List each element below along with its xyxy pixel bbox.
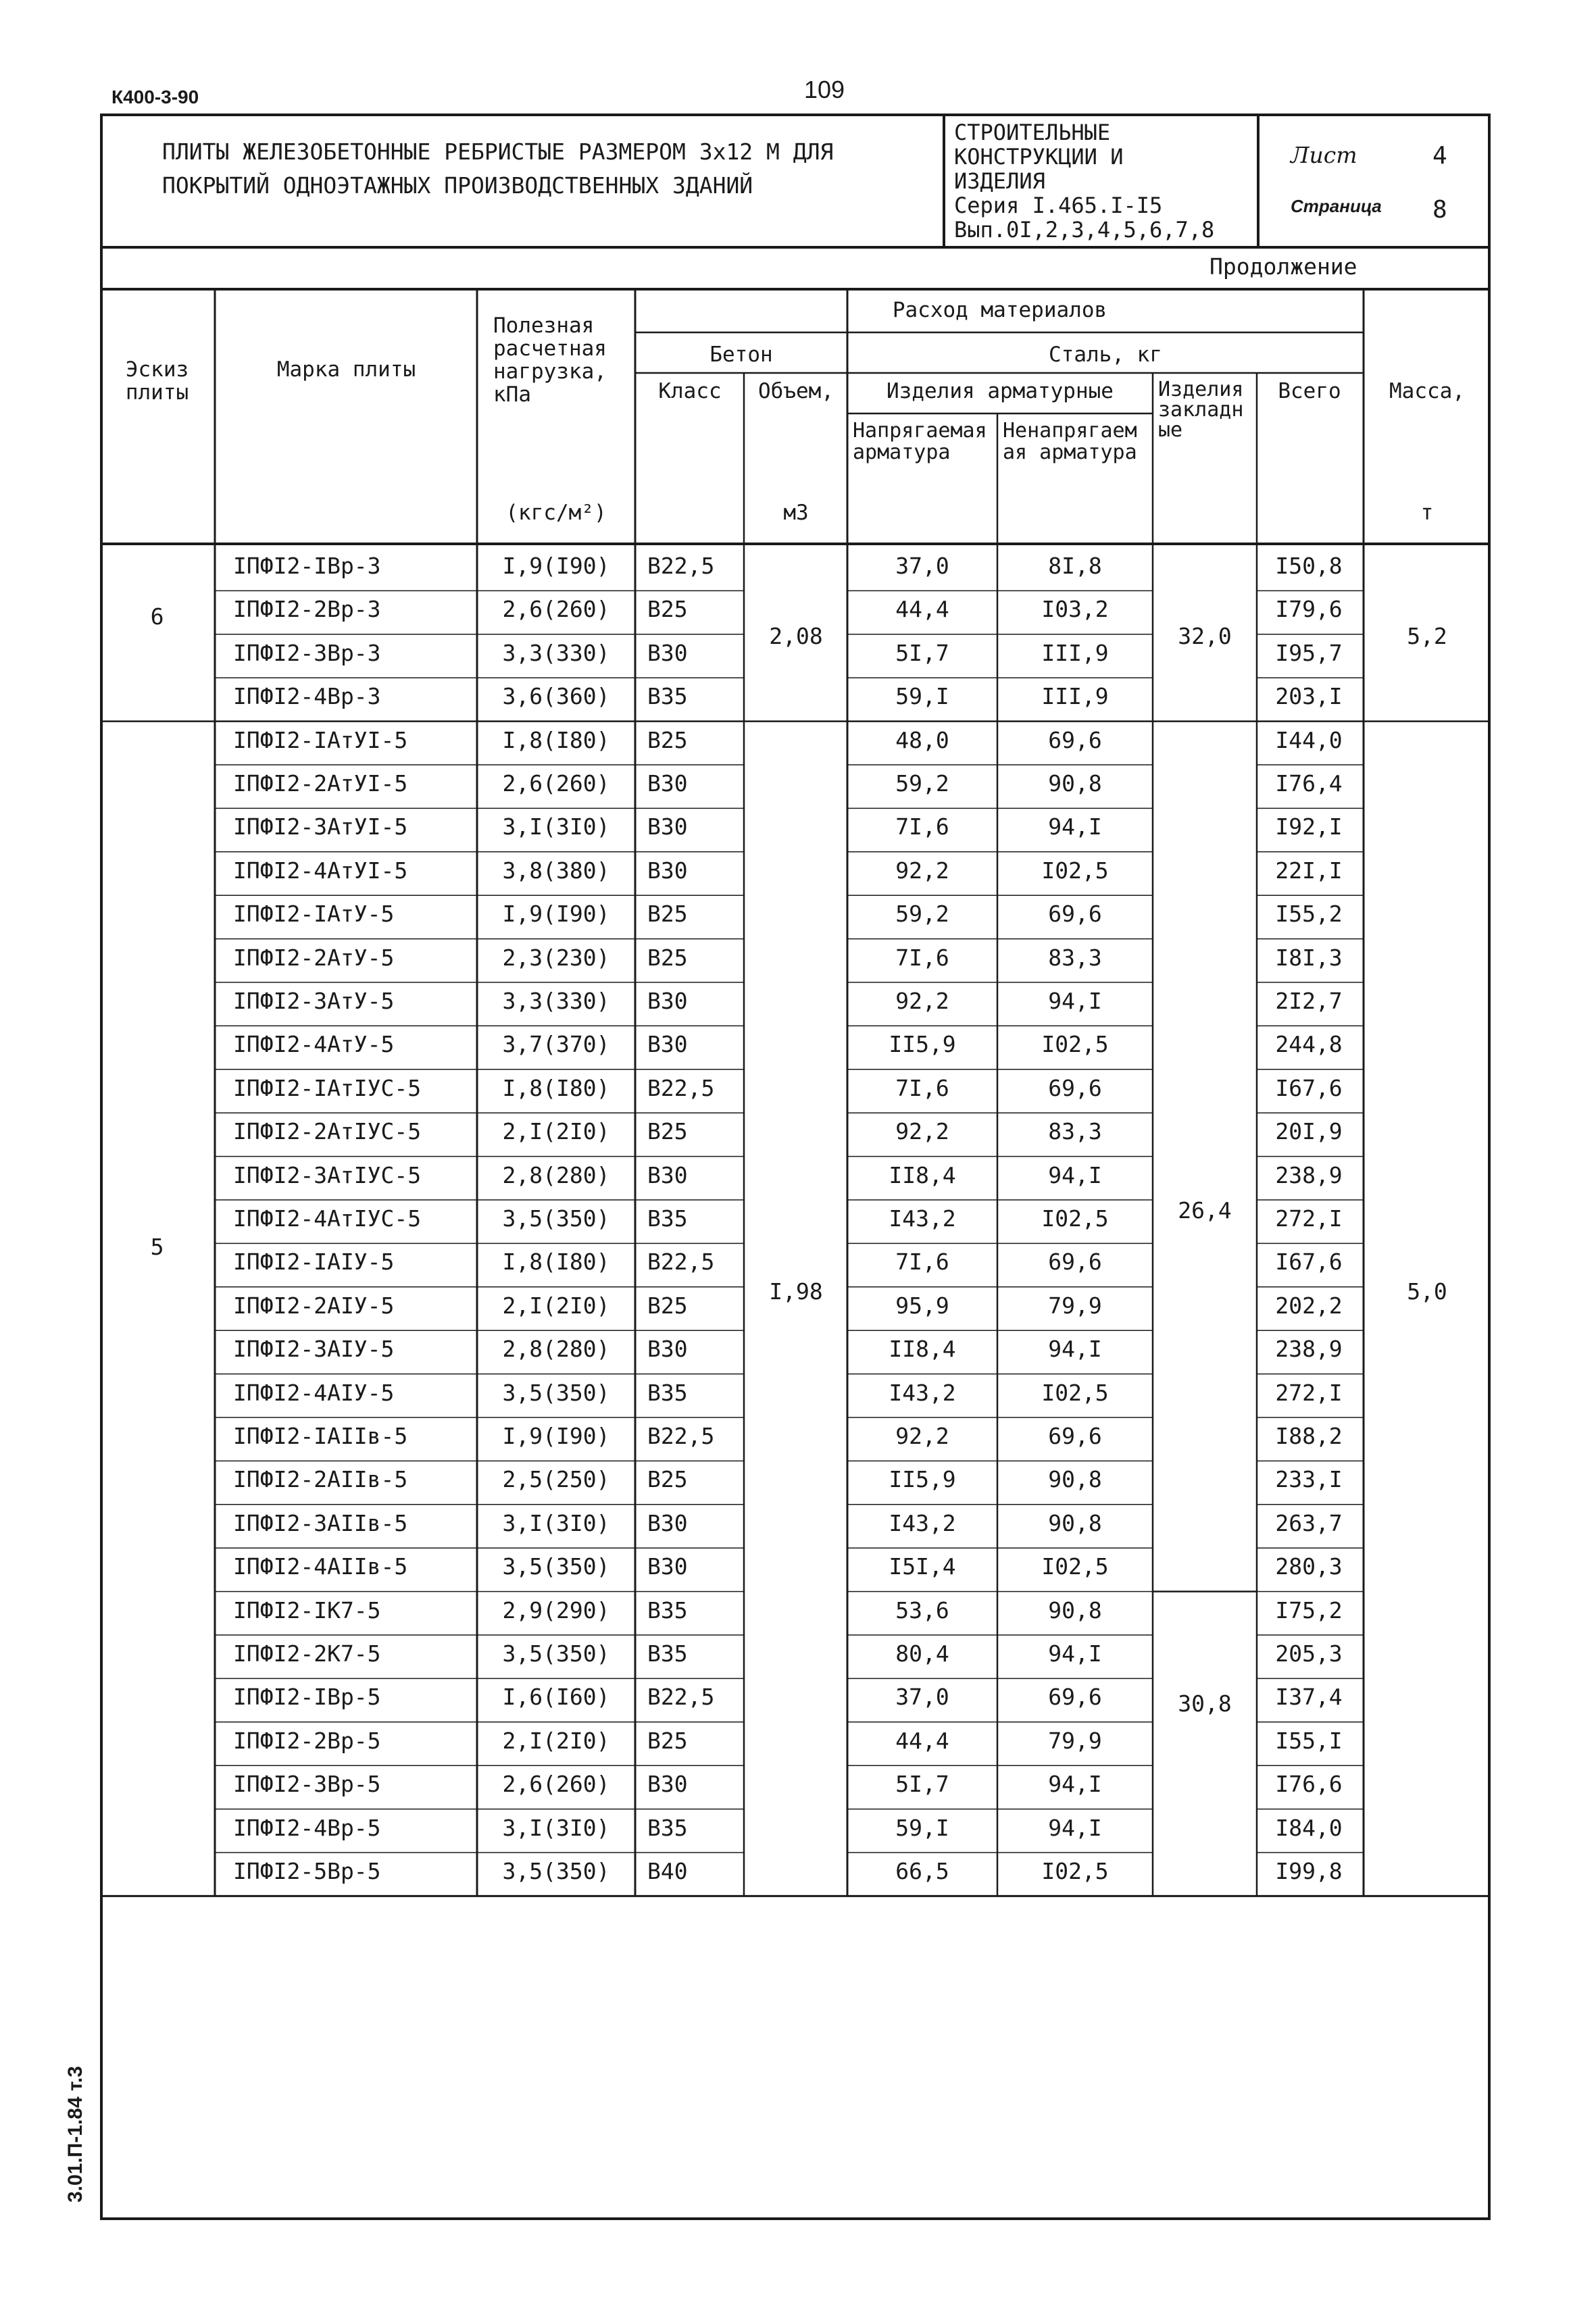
cell-total: I67,6 [1275, 1074, 1343, 1101]
cell-prestressed: 48,0 [895, 726, 949, 753]
cell-load: 2,6(260) [502, 1771, 610, 1798]
group-5-mass: 5,0 [1407, 1278, 1447, 1305]
cell-load: 2,9(290) [502, 1596, 610, 1624]
cell-prestressed: I5I,4 [889, 1553, 956, 1580]
head-mass: Масса, [1389, 379, 1465, 403]
side-code: 3.01.П-1.84 т.3 [64, 2065, 86, 2203]
cell-prestressed: II8,4 [889, 1336, 956, 1363]
cell-load: 3,I(3I0) [502, 813, 610, 840]
cell-non-prestressed: 79,9 [1048, 1292, 1102, 1319]
head-load [478, 314, 634, 406]
head-load-3: нагрузка, [493, 359, 607, 384]
cell-load: I,8(I80) [502, 1249, 610, 1276]
cell-brand: IПФI2-4АтIУС-5 [233, 1205, 422, 1232]
cell-non-prestressed: 8I,8 [1048, 553, 1102, 579]
cell-total: I75,2 [1275, 1596, 1343, 1624]
cell-non-prestressed: 69,6 [1048, 901, 1102, 928]
cell-brand: IПФI2-3АтУ-5 [233, 988, 395, 1014]
cell-prestressed: 5I,7 [895, 639, 949, 666]
page-label: Страница [1291, 196, 1382, 216]
cell-brand: IПФI2-3АIУ-5 [233, 1336, 395, 1363]
head-sketch: Эскиз плиты [125, 357, 189, 405]
cell-non-prestressed: 69,6 [1048, 1074, 1102, 1101]
cell-load: 3,5(350) [502, 1379, 610, 1406]
cell-load: 2,I(2I0) [502, 1727, 610, 1754]
cell-prestressed: 92,2 [895, 1423, 949, 1449]
head-class: Класс [658, 379, 722, 403]
cell-class: В25 [647, 726, 688, 753]
cell-total: 280,3 [1275, 1553, 1343, 1580]
cell-class: В22,5 [647, 1074, 715, 1101]
cell-prestressed: 92,2 [895, 857, 949, 884]
cell-class: В35 [647, 1814, 688, 1841]
cell-brand: IПФI2-IАIIв-5 [233, 1423, 408, 1449]
cell-prestressed: 92,2 [895, 1118, 949, 1145]
cell-non-prestressed: 94,I [1048, 1336, 1102, 1363]
cell-prestressed: 7I,6 [895, 1249, 949, 1276]
cell-class: В25 [647, 944, 688, 971]
head-materials: Расход материалов [892, 298, 1107, 322]
cell-load: 2,6(260) [502, 770, 610, 797]
cell-load: 2,8(280) [502, 1161, 610, 1188]
cell-brand: IПФI2-4АIУ-5 [233, 1379, 395, 1406]
cell-total: 272,I [1275, 1205, 1343, 1232]
sheet-value: 4 [1432, 142, 1447, 170]
cell-total: I55,2 [1275, 901, 1343, 928]
head-volume-unit: м3 [783, 501, 809, 525]
cell-total: 233,I [1275, 1466, 1343, 1493]
cell-brand: IПФI2-IВр-5 [233, 1684, 381, 1711]
cell-total: I50,8 [1275, 553, 1343, 579]
cell-total: 2I2,7 [1275, 988, 1343, 1014]
cell-load: 2,6(260) [502, 596, 610, 623]
cell-non-prestressed: 94,I [1048, 1640, 1102, 1667]
group-6-volume: 2,08 [769, 623, 823, 649]
cell-non-prestressed: 69,6 [1048, 1249, 1102, 1276]
cell-non-prestressed: III,9 [1041, 683, 1109, 710]
head-load-unit: (кгс/м²) [505, 501, 607, 525]
cell-total: I76,4 [1275, 770, 1343, 797]
cell-class: В30 [647, 1161, 688, 1188]
cell-total: I44,0 [1275, 726, 1343, 753]
cell-total: I8I,3 [1275, 944, 1343, 971]
cell-total: 238,9 [1275, 1336, 1343, 1363]
cell-prestressed: 7I,6 [895, 944, 949, 971]
cell-brand: IПФI2-4Вр-3 [233, 683, 381, 710]
cell-class: В30 [647, 1509, 688, 1536]
cell-non-prestressed: 94,I [1048, 1814, 1102, 1841]
cell-load: 3,7(370) [502, 1031, 610, 1058]
cell-class: В35 [647, 1205, 688, 1232]
cell-class: В30 [647, 1553, 688, 1580]
group-5-sketch: 5 [150, 1234, 164, 1260]
group-6-sketch: 6 [150, 603, 164, 630]
cell-brand: IПФI2-2АIIв-5 [233, 1466, 408, 1493]
cell-brand: IПФI2-IАтУI-5 [233, 726, 408, 753]
cell-non-prestressed: 94,I [1048, 1161, 1102, 1188]
cell-non-prestressed: 69,6 [1048, 1684, 1102, 1711]
cell-class: В30 [647, 857, 688, 884]
cell-load: I,9(I90) [502, 1423, 610, 1449]
document-code: К400-3-90 [111, 86, 199, 107]
cell-prestressed: 92,2 [895, 988, 949, 1014]
head-load-4: кПа [493, 382, 531, 407]
cell-prestressed: 95,9 [895, 1292, 949, 1319]
cell-prestressed: II8,4 [889, 1161, 956, 1188]
cell-non-prestressed: 79,9 [1048, 1727, 1102, 1754]
page-value: 8 [1432, 196, 1447, 224]
cell-non-prestressed: I02,5 [1041, 1205, 1109, 1232]
cell-total: 202,2 [1275, 1292, 1343, 1319]
cell-prestressed: 59,2 [895, 901, 949, 928]
cell-brand: IПФI2-2Вр-5 [233, 1727, 381, 1754]
series-line-2: КОНСТРУКЦИИ И [954, 144, 1124, 170]
cell-class: В30 [647, 770, 688, 797]
cell-load: I,8(I80) [502, 726, 610, 753]
head-concrete: Бетон [709, 343, 773, 367]
cell-total: I95,7 [1275, 639, 1343, 666]
cell-class: В22,5 [647, 1423, 715, 1449]
group-5-embedded-b: 30,8 [1178, 1690, 1232, 1717]
cell-class: В35 [647, 1596, 688, 1624]
cell-non-prestressed: I02,5 [1041, 1858, 1109, 1884]
cell-prestressed: 53,6 [895, 1596, 949, 1624]
cell-total: I67,6 [1275, 1249, 1343, 1276]
cell-load: 2,I(2I0) [502, 1292, 610, 1319]
cell-total: 203,I [1275, 683, 1343, 710]
cell-non-prestressed: 83,3 [1048, 1118, 1102, 1145]
cell-load: 3,I(3I0) [502, 1814, 610, 1841]
cell-non-prestressed: III,9 [1041, 639, 1109, 666]
group-6-embedded: 32,0 [1178, 623, 1232, 649]
series-line-3: ИЗДЕЛИЯ [954, 168, 1045, 194]
cell-prestressed: 80,4 [895, 1640, 949, 1667]
cell-load: 3,8(380) [502, 857, 610, 884]
cell-load: 3,5(350) [502, 1205, 610, 1232]
cell-brand: IПФI2-2АтУ-5 [233, 944, 395, 971]
head-steel: Сталь, кг [1049, 343, 1162, 367]
cell-prestressed: I43,2 [889, 1379, 956, 1406]
cell-prestressed: 7I,6 [895, 813, 949, 840]
cell-brand: IПФI2-4АIIв-5 [233, 1553, 408, 1580]
cell-non-prestressed: I02,5 [1041, 1379, 1109, 1406]
cell-load: I,8(I80) [502, 1074, 610, 1101]
cell-class: В40 [647, 1858, 688, 1884]
cell-class: В25 [647, 1727, 688, 1754]
cell-brand: IПФI2-2АтУI-5 [233, 770, 408, 797]
cell-non-prestressed: 90,8 [1048, 1596, 1102, 1624]
cell-brand: IПФI2-IВр-3 [233, 553, 381, 579]
cell-prestressed: 37,0 [895, 1684, 949, 1711]
cell-class: В30 [647, 1031, 688, 1058]
cell-total: I84,0 [1275, 1814, 1343, 1841]
cell-load: 3,6(360) [502, 683, 610, 710]
cell-non-prestressed: 69,6 [1048, 1423, 1102, 1449]
cell-brand: IПФI2-3АтУI-5 [233, 813, 408, 840]
cell-total: 272,I [1275, 1379, 1343, 1406]
cell-non-prestressed: 83,3 [1048, 944, 1102, 971]
head-total: Всего [1278, 379, 1341, 403]
cell-prestressed: II5,9 [889, 1466, 956, 1493]
head-non-prestressed: Ненапрягаемая арматура [1003, 419, 1137, 464]
cell-prestressed: 66,5 [895, 1858, 949, 1884]
cell-class: В25 [647, 1118, 688, 1145]
cell-prestressed: 59,I [895, 683, 949, 710]
cell-non-prestressed: 94,I [1048, 813, 1102, 840]
cell-brand: IПФI2-3АтIУС-5 [233, 1161, 422, 1188]
cell-prestressed: 59,I [895, 1814, 949, 1841]
cell-brand: IПФI2-3АIIв-5 [233, 1509, 408, 1536]
head-mass-unit: т [1420, 501, 1434, 525]
cell-non-prestressed: 90,8 [1048, 1509, 1102, 1536]
cell-load: 2,I(2I0) [502, 1118, 610, 1145]
cell-load: 3,5(350) [502, 1640, 610, 1667]
cell-class: В35 [647, 1640, 688, 1667]
cell-total: I88,2 [1275, 1423, 1343, 1449]
cell-non-prestressed: 94,I [1048, 988, 1102, 1014]
cell-class: В22,5 [647, 553, 715, 579]
cell-brand: IПФI2-2К7-5 [233, 1640, 381, 1667]
cell-class: В30 [647, 988, 688, 1014]
cell-load: I,9(I90) [502, 901, 610, 928]
cell-brand: IПФI2-4АтУI-5 [233, 857, 408, 884]
cell-prestressed: 7I,6 [895, 1074, 949, 1101]
cell-brand: IПФI2-IАIУ-5 [233, 1249, 395, 1276]
cell-prestressed: 44,4 [895, 596, 949, 623]
cell-brand: IПФI2-2АIУ-5 [233, 1292, 395, 1319]
cell-brand: IПФI2-2АтIУС-5 [233, 1118, 422, 1145]
cell-total: 238,9 [1275, 1161, 1343, 1188]
cell-brand: IПФI2-4АтУ-5 [233, 1031, 395, 1058]
cell-load: 3,5(350) [502, 1553, 610, 1580]
head-load-2: расчетная [493, 336, 607, 361]
cell-class: В30 [647, 813, 688, 840]
series-line-4: Серия I.465.I-I5 [954, 193, 1163, 218]
cell-brand: IПФI2-5Вр-5 [233, 1858, 381, 1884]
cell-brand: IПФI2-4Вр-5 [233, 1814, 381, 1841]
cell-prestressed: 59,2 [895, 770, 949, 797]
cell-total: I99,8 [1275, 1858, 1343, 1884]
cell-non-prestressed: 90,8 [1048, 1466, 1102, 1493]
cell-total: I55,I [1275, 1727, 1343, 1754]
cell-load: 3,5(350) [502, 1858, 610, 1884]
cell-total: 244,8 [1275, 1031, 1343, 1058]
cell-class: В30 [647, 1336, 688, 1363]
head-volume: Объем, [758, 379, 834, 403]
head-brand: Марка плиты [276, 357, 416, 382]
cell-load: I,6(I60) [502, 1684, 610, 1711]
cell-load: 2,5(250) [502, 1466, 610, 1493]
cell-total: I76,6 [1275, 1771, 1343, 1798]
cell-non-prestressed: 90,8 [1048, 770, 1102, 797]
cell-brand: IПФI2-IК7-5 [233, 1596, 381, 1624]
cell-load: 3,I(3I0) [502, 1509, 610, 1536]
cell-total: 263,7 [1275, 1509, 1343, 1536]
cell-total: I92,I [1275, 813, 1343, 840]
cell-non-prestressed: I02,5 [1041, 1031, 1109, 1058]
cell-class: В30 [647, 1771, 688, 1798]
page-number: 109 [804, 76, 845, 103]
cell-brand: IПФI2-IАтУ-5 [233, 901, 395, 928]
cell-non-prestressed: I02,5 [1041, 1553, 1109, 1580]
title-line-1: ПЛИТЫ ЖЕЛЕЗОБЕТОННЫЕ РЕБРИСТЫЕ РАЗМЕРОМ 3х12 М ДЛЯ [162, 139, 834, 165]
cell-prestressed: I43,2 [889, 1205, 956, 1232]
cell-prestressed: I43,2 [889, 1509, 956, 1536]
cell-total: 205,3 [1275, 1640, 1343, 1667]
title-line-2: ПОКРЫТИЙ ОДНОЭТАЖНЫХ ПРОИЗВОДСТВЕННЫХ ЗДАНИЙ [162, 172, 753, 199]
head-load-1: Полезная [493, 313, 595, 338]
cell-total: 22I,I [1275, 857, 1343, 884]
series-line-5: Вып.0I,2,3,4,5,6,7,8 [954, 217, 1215, 243]
group-5-embedded-a: 26,4 [1178, 1197, 1232, 1224]
cell-load: 2,3(230) [502, 944, 610, 971]
cell-class: В22,5 [647, 1684, 715, 1711]
cell-class: В25 [647, 1466, 688, 1493]
continuation-label: Продолжение [1210, 253, 1357, 280]
head-embedded: Изделия закладные [1158, 378, 1244, 442]
cell-brand: IПФI2-IАтIУС-5 [233, 1074, 422, 1101]
sheet-label: Лист [1291, 142, 1357, 168]
cell-class: В35 [647, 683, 688, 710]
cell-non-prestressed: 94,I [1048, 1771, 1102, 1798]
cell-load: I,9(I90) [502, 553, 610, 579]
cell-brand: IПФI2-3Вр-5 [233, 1771, 381, 1798]
cell-class: В22,5 [647, 1249, 715, 1276]
cell-class: В25 [647, 901, 688, 928]
cell-load: 2,8(280) [502, 1336, 610, 1363]
head-reinforcement: Изделия арматурные [887, 379, 1114, 403]
cell-brand: IПФI2-2Вр-3 [233, 596, 381, 623]
cell-total: I79,6 [1275, 596, 1343, 623]
cell-brand: IПФI2-3Вр-3 [233, 639, 381, 666]
cell-total: 20I,9 [1275, 1118, 1343, 1145]
cell-non-prestressed: I03,2 [1041, 596, 1109, 623]
cell-prestressed: 44,4 [895, 1727, 949, 1754]
head-prestressed: Напрягаемая арматура [853, 419, 987, 464]
cell-class: В30 [647, 639, 688, 666]
cell-class: В35 [647, 1379, 688, 1406]
cell-prestressed: 5I,7 [895, 1771, 949, 1798]
cell-total: I37,4 [1275, 1684, 1343, 1711]
group-5-volume: I,98 [769, 1278, 823, 1305]
cell-load: 3,3(330) [502, 639, 610, 666]
series-line-1: СТРОИТЕЛЬНЫЕ [954, 120, 1111, 145]
cell-prestressed: II5,9 [889, 1031, 956, 1058]
cell-class: В25 [647, 596, 688, 623]
cell-non-prestressed: I02,5 [1041, 857, 1109, 884]
cell-non-prestressed: 69,6 [1048, 726, 1102, 753]
cell-prestressed: 37,0 [895, 553, 949, 579]
cell-class: В25 [647, 1292, 688, 1319]
cell-load: 3,3(330) [502, 988, 610, 1014]
group-6-mass: 5,2 [1407, 623, 1447, 649]
